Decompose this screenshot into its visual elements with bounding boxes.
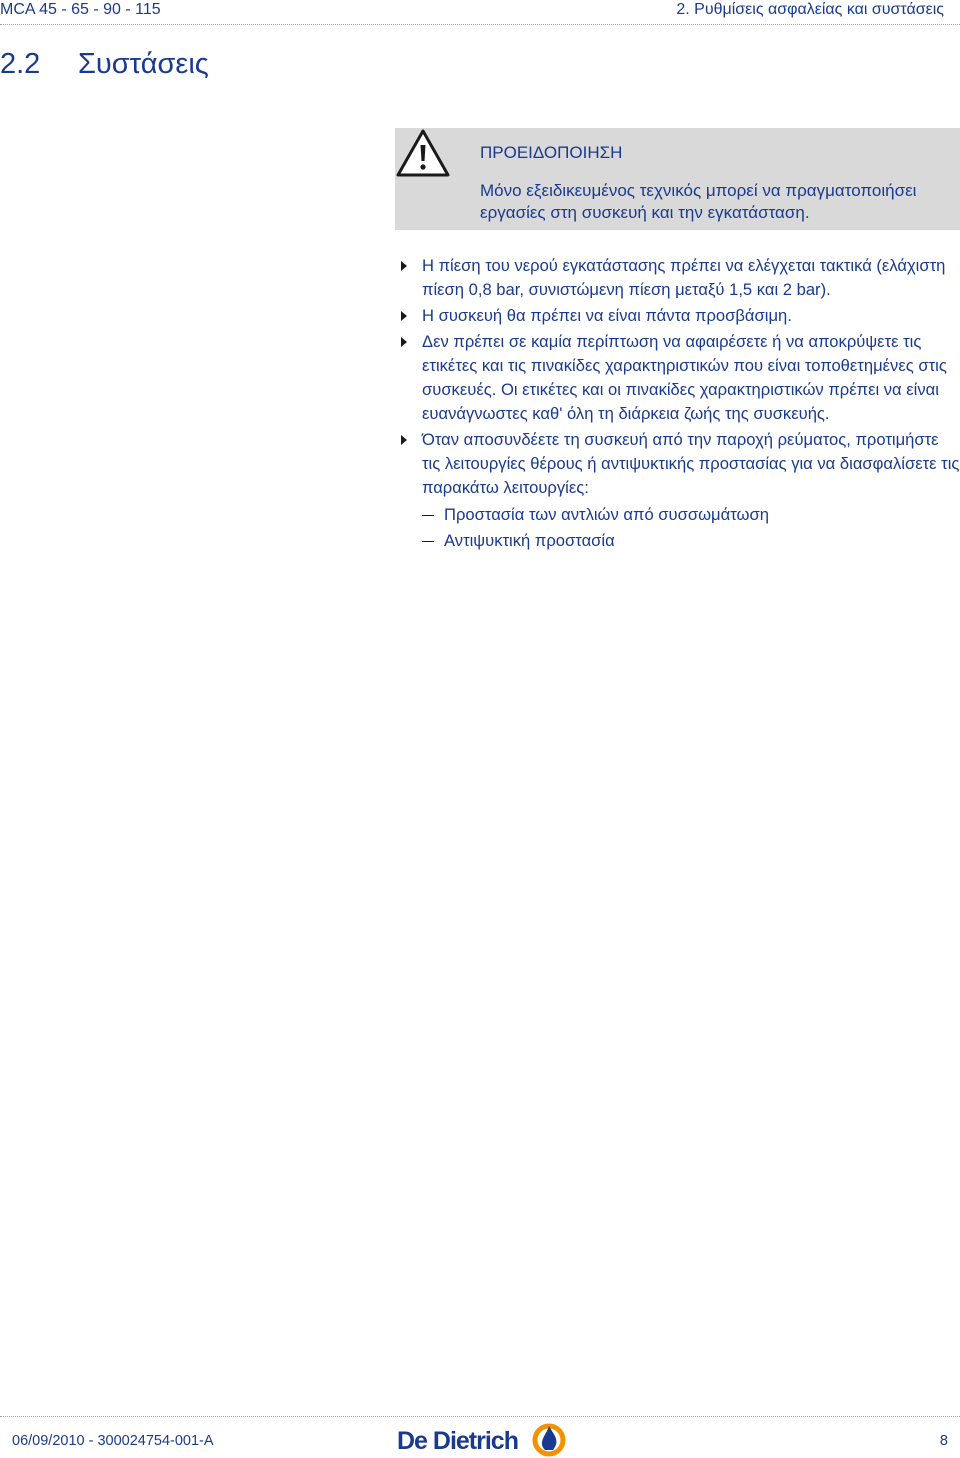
dash-icon (422, 515, 434, 516)
footer-doc-ref: 06/09/2010 - 300024754-001-A (12, 1433, 214, 1449)
section-title: Συστάσεις (78, 48, 209, 80)
dash-icon (422, 541, 434, 542)
de-dietrich-logo (397, 1422, 567, 1458)
list-item (400, 428, 960, 553)
list-item-text: Η πίεση του νερού εγκατάστασης πρέπει να ελέγχεται τακτικά (ελάχιστη πίεση 0,8 bar, συνιστώμενη πίεση μεταξύ 1,5 και 2 bar). (422, 256, 946, 299)
warning-title: ΠΡΟΕΙΔΟΠΟΙΗΣΗ (480, 143, 623, 162)
list-item-text: Όταν αποσυνδέετε τη συσκευή από την παροχή ρεύματος, προτιμήστε τις λειτουργίες θέρους ή αντιψυκτικής προστασίας για να διασφαλίσετε τις παρακάτω λειτουργίες: (422, 430, 960, 497)
recommendations-list (400, 254, 960, 555)
list-item-text: Δεν πρέπει σε καμία περίπτωση να αφαιρέσετε ή να αποκρύψετε τις ετικέτες και τις πινακίδες χαρακτηριστικών που είναι τοποθετημένες στις συσκευές. Οι ετικέτες και οι πινακίδες χαρακτηριστικών πρέπει να είναι ευανάγνωστες καθ' όλη τη διάρκεια ζωής της συσκευής. (422, 332, 947, 423)
sub-list-item (422, 503, 960, 527)
bullet-arrow-icon (401, 337, 407, 347)
header-divider (0, 24, 960, 25)
bullet-arrow-icon (401, 435, 407, 445)
list-item (400, 304, 960, 328)
section-heading (0, 46, 209, 82)
sub-list-item-text: Προστασία των αντλιών από συσσωμάτωση (444, 505, 769, 524)
sub-list (422, 503, 960, 553)
footer-divider (0, 1416, 960, 1417)
section-number: 2.2 (0, 48, 41, 80)
warning-triangle-icon (395, 128, 451, 178)
warning-text: Μόνο εξειδικευμένος τεχνικός μπορεί να πραγματοποιήσει εργασίες στη συσκευή και την εγκατάσταση. (480, 181, 917, 222)
header-chapter: 2. Ρυθμίσεις ασφαλείας και συστάσεις (676, 1, 944, 18)
brand-name: De Dietrich (397, 1427, 518, 1455)
header-model: MCA 45 - 65 - 90 - 115 (0, 1, 161, 18)
sub-list-item-text: Αντιψυκτική προστασία (444, 531, 615, 550)
list-item (400, 330, 960, 426)
bullet-arrow-icon (401, 311, 407, 321)
bullet-arrow-icon (401, 261, 407, 271)
list-item (400, 254, 960, 302)
page-number: 8 (939, 1433, 948, 1449)
sub-list-item (422, 529, 960, 553)
list-item-text: Η συσκευή θα πρέπει να είναι πάντα προσβάσιμη. (422, 306, 792, 325)
